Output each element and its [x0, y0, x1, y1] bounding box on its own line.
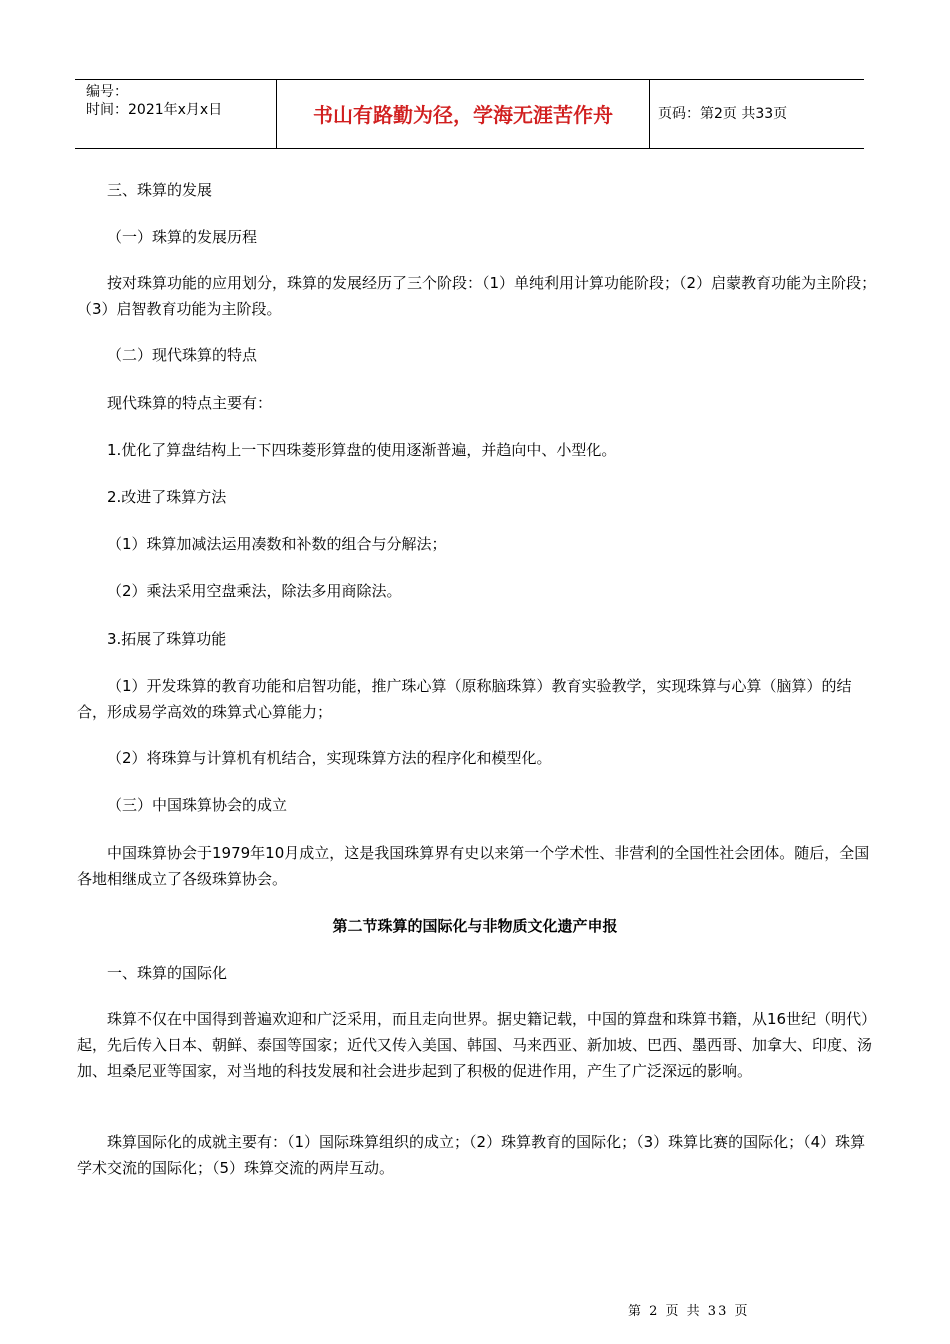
serial-label: 编号： — [86, 84, 128, 100]
header-meta-cell — [75, 80, 277, 148]
heading-development: 三、珠算的发展 — [107, 181, 213, 199]
list-item-2-1: （1）珠算加减法运用凑数和补数的组合与分解法； — [107, 535, 447, 553]
header-page-cell — [650, 80, 864, 148]
list-item-3-2: （2）将珠算与计算机有机结合，实现珠算方法的程序化和模型化。 — [107, 749, 552, 767]
paragraph-stages: 按对珠算功能的应用划分，珠算的发展经历了三个阶段：（1）单纯利用计算功能阶段；（2）启蒙教育功能为主阶段；（3）启智教育功能为主阶段。 — [77, 274, 877, 318]
paragraph-internationalization: 珠算不仅在中国得到普遍欢迎和广泛采用，而且走向世界。据史籍记载，中国的算盘和珠算书籍，从16世纪（明代）起，先后传入日本、朝鲜、泰国等国家；近代又传入美国、韩国、马来西亚、新加坡、巴西、墨西哥、加拿大、印度、汤加、坦桑尼亚等国家，对当地的科技发展和社会进步起到了积极的促进作用，产生了广泛深远的影响。 — [77, 1010, 877, 1080]
page-code: 页码：第2页 共33页 — [658, 106, 788, 122]
subheading-features: （二）现代珠算的特点 — [107, 346, 258, 364]
list-item-1: 1.优化了算盘结构上一下四珠菱形算盘的使用逐渐普遍，并趋向中、小型化。 — [107, 441, 617, 459]
document-header — [75, 79, 864, 149]
subheading-association: （三）中国珠算协会的成立 — [107, 796, 288, 814]
list-item-2-2: （2）乘法采用空盘乘法，除法多用商除法。 — [107, 582, 402, 600]
page-footer: 第 2 页 共 33 页 — [628, 1304, 750, 1319]
paragraph-achievements: 珠算国际化的成就主要有：（1）国际珠算组织的成立；（2）珠算教育的国际化；（3）珠算比赛的国际化；（4）珠算学术交流的国际化；（5）珠算交流的两岸互动。 — [77, 1133, 866, 1177]
paragraph-association: 中国珠算协会于1979年10月成立，这是我国珠算界有史以来第一个学术性、非营利的全国性社会团体。随后，全国各地相继成立了各级珠算协会。 — [77, 844, 870, 888]
list-item-3-1: （1）开发珠算的教育功能和启智功能，推广珠心算（原称脑珠算）教育实验教学，实现珠算与心算（脑算）的结合，形成易学高效的珠算式心算能力； — [77, 677, 852, 721]
header-motto-cell — [277, 80, 650, 148]
list-item-3: 3.拓展了珠算功能 — [107, 630, 227, 648]
time-label: 时间：2021年x月x日 — [86, 102, 223, 118]
subheading-history: （一）珠算的发展历程 — [107, 228, 258, 246]
section-title: 第二节珠算的国际化与非物质文化遗产申报 — [332, 917, 618, 935]
heading-internationalization: 一、珠算的国际化 — [107, 964, 228, 982]
paragraph-features-intro: 现代珠算的特点主要有： — [107, 394, 273, 412]
motto-text: 书山有路勤为径，学海无涯苦作舟 — [313, 103, 613, 127]
list-item-2: 2.改进了珠算方法 — [107, 488, 227, 506]
